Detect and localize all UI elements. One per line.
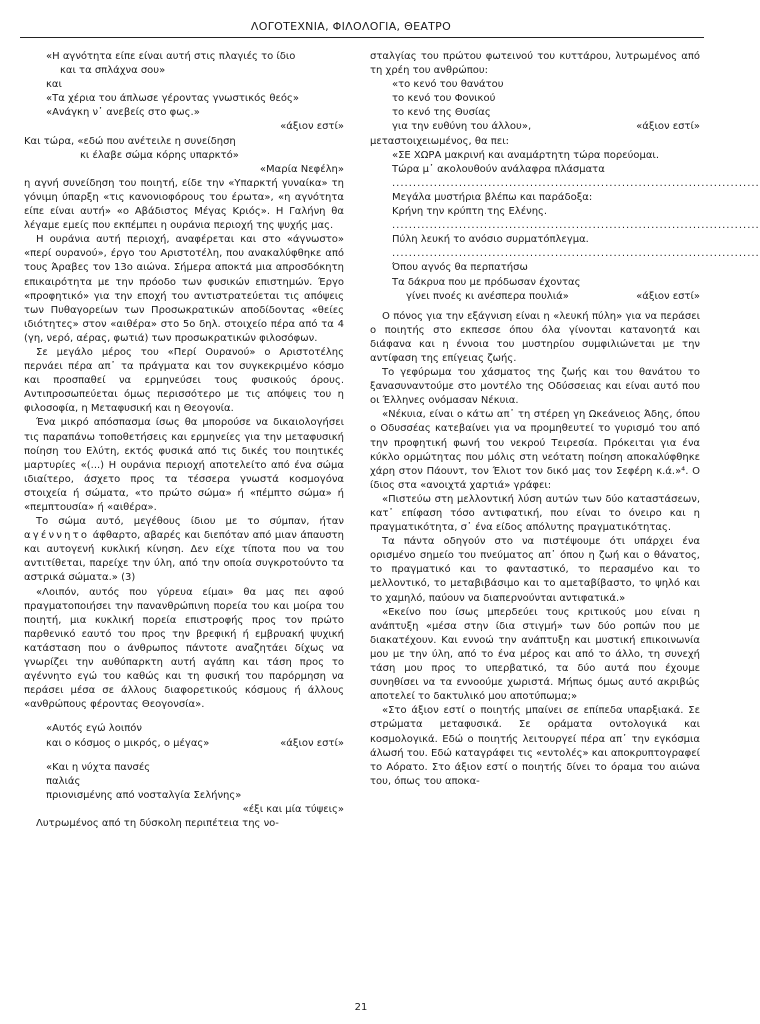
verse-line: Τώρα μ᾽ ακολουθούν ανάλαφρα πλάσματα: [392, 163, 605, 175]
verse-line: Όπου αγνός θα περπατήσω: [392, 262, 528, 274]
section-title: ΛΟΓΟΤΕΧΝΙΑ, ΦΙΛΟΛΟΓΙΑ, ΘΕΑΤΡΟ: [250, 20, 452, 33]
paragraph: Τα πάντα οδηγούν στο να πιστέψουμε ότι υπάρχει ένα ορισμένο σημείο του πνεύματος απ᾽ όπου η ζωή και ο θάνατος, το πραγματικό και το φανταστικό, το περασμένο και το μελλοντικό, το μεταβιβάσιμο και το αμεταβίβαστο, το ψηλό και το χαμηλό, παύουν να διαπερνούνται αντιφατικά.»: [370, 536, 700, 604]
page-header: [0, 20, 722, 33]
verse-line: Κρήνη την κρύπτη της Ελένης.: [392, 206, 548, 218]
paragraph: Λυτρωμένος από τη δύσκολη περιπέτεια της νο-: [36, 817, 279, 829]
paragraph: Σε μεγάλο μέρος του «Περί Ουρανού» ο Αριστοτέλης περνάει πέρα απ᾽ τα πράγματα και τον συγκεκριμένο κόσμο και προσπαθεί να ερμηνεύσει τους φυσικούς όρους. Αντιπροσωπεύεται όμως περισσότερο με τις απόψεις του η φιλοσοφία, η Μεταφυσική και η Θεογονία.: [24, 346, 344, 415]
paragraph: «Εκείνο που ίσως μπερδεύει τους κριτικούς μου είναι η ανάπτυξη «μέσα στην ίδια στιγμή» των δύο ροπών που με διακατέχουν. Και εννοώ την ανάπτυξη και μυστική επικοινωνία μου με την ύλη, από τo ένα μέρος και από το άλλο, τη συνεχή τάση μου προς το υπερβατικό, τα δύο αυτά που έχουμε συνηθίσει να τα εννοούμε χωριστά. Μήπως όμως αυτό ακριβώς αποτελεί το δακτυλικό μου αποτύπωμα;»: [370, 606, 700, 703]
verse-line: πριονισμένης από νοσταλγία Σελήνης»: [46, 789, 242, 801]
paragraph: «Πιστεύω στη μελλοντική λύση αυτών των δύο καταστάσεων, κατ᾽ επίφαση τόσο αντιφατική, που είναι το όνειρο και η πραγματικότητα, σ᾽ ένα είδος απόλυτης πραγματικότητας.: [370, 493, 700, 534]
verse-line: «Η αγνότητα είπε είναι αυτή στις πλαγιές το ίδιο: [46, 51, 296, 62]
verse-line: Τα δάκρυα που με πρόδωσαν έχοντας: [392, 276, 581, 288]
ellipsis-line: ........................................................................................: [392, 220, 760, 232]
header-rule: [20, 37, 704, 38]
right-column: [370, 50, 760, 789]
left-column: [24, 50, 344, 831]
paragraph: Το γεφύρωμα του χάσματος της ζωής και του θανάτου το ξανασυναντούμε στο μοντέλο της Οδύσσειας και είναι αυτό που οι Έλληνες ονόμασαν Νέκυια.: [370, 367, 700, 407]
verse-line: «Και η νύχτα πανσές: [46, 761, 151, 773]
verse-source: «Μαρία Νεφέλη»: [259, 163, 344, 175]
paragraph: μεταστοιχειωμένος, θα πει:: [370, 135, 509, 147]
paragraph: Η ουράνια αυτή περιοχή, αναφέρεται και στο «άγνωστο» «περί ουρανού», έργο του Αριστοτέλη, που ανακαλύφθηκε από τους Άραβες τον 13ο αιώνα. Σήμερα αποκτά μια απροσδόκητη επικαιρότητα με την πρόοδο των φυσικών επιστημών. Έργο «προφητικό» για την εποχή του αντιστρατεύεται τις απόψεις των Πυθαγορείων των Προσωκρατικών αποδίδοντας «θείες ιδιότητες» στον «αιθέρα» στο 5ο δηλ. στοιχείο πέρα από τα 4 (γη, νερό, αέρας, φωτιά) των προσωκρατικών φιλοσόφων.: [24, 234, 344, 344]
paragraph: Ο πόνος για την εξάγνιση είναι η «λευκή πύλη» για να περάσει ο ποιητής στο εκπεσσε όπου όλα γίνονται κατανοητά και διάφανα και η έννοια του μυστηρίου συμφιλιώνεται με την αντίφαση της επίγειας ζωής.: [370, 310, 700, 364]
spaced-word: αγέννητο: [24, 530, 90, 542]
verse-line: και: [46, 79, 62, 91]
paragraph: «Λοιπόν, αυτός που γύρευα είμαι» θα μας πει αφού πραγματοποιήσει την πανανθρώπινη πορεία του και μοίρα του ποιητή, μια κυκλική πορεία επιστροφής προς τον πρώτο παρθενικό εαυτό του προς την βρεφική ή εμβρυακή ψυχική κατάσταση που ο άνθρωπος πάντοτε αναζητάει δίχως να γνωρίζει την αυθύπαρκτη αυτή αγάπη και τάση προς το αγέννητο εγώ του καθώς και τη φυσική του παρόρμηση να περάσει μέσα σε άλλους διαφορετικούς κόσμους ή άλλους «ανθρώπους φέροντας Θεογονσία».: [24, 586, 344, 711]
verse-source: «άξιον εστί»: [280, 737, 344, 749]
paragraph: Ένα μικρό απόσπασμα ίσως θα μπορούσε να δικαιολογήσει τις παραπάνω τοποθετήσεις και ερμηνείες για την μεταφυσική ποίηση του Ελύτη, εκτός φυσικά από τις δικές του ποιητικές μαρτυρίες «(...) Η ουράνια περιοχή αποτελείτο από ένα σώμα ιδιαίτερο, άσχετο προς τα τέσσερα γνωστά κοσμογόνα στοιχεία ή σώματα, «το πρώτο σώμα» ή «πέμπτο σώμα» ή «πεμπτουσία» ή «αιθέρα».: [24, 417, 344, 513]
paragraph-text: άφθαρτο, αβαρές και διεπόταν από μιαν άπαυστη και αυτογενή κυκλική κίνηση. Δεν είχε τίποτα που να του αντιτίθεται, παρείχε την ύλη, από την οποία συγκροτούντο τα αστρικά σώματα.» (3): [24, 530, 345, 584]
verse-line: «Τα χέρια του άπλωσε γέροντας γνωστικός θεός»: [46, 93, 299, 105]
verse-line: και τα σπλάχνα σου»: [60, 65, 166, 77]
paragraph: σταλγίας του πρώτου φωτεινού του κυττάρου, λυτρωμένος από τη χρέη του ανθρώπου:: [370, 51, 700, 77]
verse-line: «ΣΕ ΧΩΡΑ μακρινή και αναμάρτητη τώρα πορεύομαι.: [392, 149, 659, 161]
verse-row: [370, 120, 700, 134]
verse-line: το κενό της Θυσίας: [392, 107, 491, 119]
paragraph: η αγνή συνείδηση του ποιητή, είδε την «Υπαρκτή γυναίκα» τη γόνιμη ύπαρξη «τις κανονιοφόρους του έρωτα», «η αγνότητα είπε είναι αυτή» «ο Αβάδιστος Μέγας Κριός». Η Γαλήνη θα λέγαμε εμείς που εκπέμπει η ουράνια περιοχή της ψυχής μας.: [24, 177, 344, 232]
verse-line: για την ευθύνη του άλλου»,: [392, 121, 532, 133]
verse-source: «άξιον εστί»: [280, 121, 344, 133]
spacer: [24, 751, 344, 761]
verse-source: «έξι και μία τύψεις»: [242, 803, 344, 815]
verse-row: [370, 290, 700, 304]
ellipsis-line: ........................................................................................: [392, 177, 760, 189]
verse-source: «άξιον εστί»: [636, 290, 700, 302]
verse-line: παλιάς: [46, 775, 81, 787]
verse-row: [24, 737, 344, 751]
paragraph: «Στο άξιον εστί ο ποιητής μπαίνει σε επίπεδα υπαρξιακά. Σε στρώματα μεταφυσικά. Σε οράματα οντολογικά και κοσμολογικά. Εδώ ο ποιητής λειτουργεί πέρα απ᾽ την εγκόσμια άλωσή του. Εδώ καταγράφει τις «εντολές» και αποκρυπτογραφεί το Αόρατο. Στο άξιον εστί ο ποιητής δίνει το όραμα του αιώνα του, όπως του αποκα-: [370, 705, 700, 787]
verse-source: «άξιον εστί»: [636, 121, 700, 133]
ellipsis-line: ........................................................................................: [392, 248, 760, 260]
paragraph-text: Το σώμα αυτό, μεγέθους ίδιου με το σύμπαν, ήταν: [36, 516, 344, 528]
verse-line: Μεγάλα μυστήρια βλέπω και παράδοξα:: [392, 191, 593, 203]
verse-line: γίνει πνοές κι ανέσπερα πουλιά»: [406, 290, 569, 302]
verse-line: «το κενό του θανάτου: [392, 79, 504, 91]
paragraph: «Νέκυια, είναι ο κάτω απ᾽ τη στέρεη γη Ωκεάνειος Άδης, όπου ο Οδυσσέας κατεβαίνει για να προμηθευτεί το γυρισμό του από την προφητική φωνή του νεκρού Τειρεσία. Πρόκειται για ένα κύκλο ορμώτητας που μόλις στη νεότατη ποίηση αποκαλύφθηκε χάρη στον Πάουντ, τον Έλιοτ τον δικό μας τον Σεφέρη κ.ά.»⁴. Ο ίδιος στα «ανοιχτά χαρτιά» γράφει:: [370, 409, 700, 491]
verse-line: και ο κόσμος ο μικρός, ο μέγας»: [46, 737, 210, 749]
verse-line: Και τώρα, «εδώ που ανέτειλε η συνείδηση: [24, 135, 236, 147]
verse-line: το κενό του Φονικού: [392, 93, 496, 105]
verse-line: «Ανάγκη ν᾽ ανεβείς στο φως.»: [46, 107, 200, 119]
page-number: 21: [354, 1002, 368, 1013]
paragraph: [24, 515, 344, 585]
spacer: [24, 712, 344, 722]
verse-line: κι έλαβε σώμα κόρης υπαρκτό»: [80, 149, 239, 161]
verse-line: Πύλη λευκή το ανόσιο συρματόπλεγμα.: [392, 234, 589, 246]
verse-line: «Αυτός εγώ λοιπόν: [46, 723, 142, 735]
